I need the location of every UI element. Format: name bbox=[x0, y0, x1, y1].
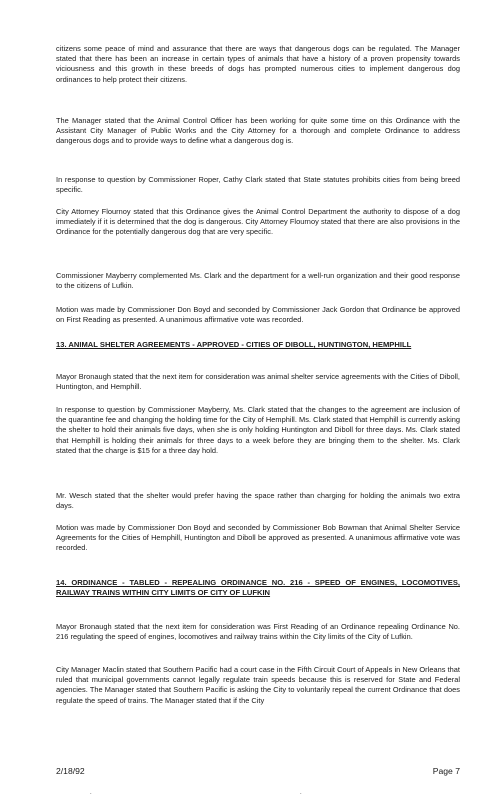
paragraph-holding-time: In response to question by Commissioner Mayberry, Ms. Clark stated that the changes to the agreement are inclusion of the quarantine fee and changing the holding time for the City of Hemphill. Ms. Clark stated that Hemphill is currently asking the shelter to hold their animals five days, when she is only holding Huntington and Diboll for three days. Ms. Clark stated that Hemphill is holding their animals for three days to a week before they are bringing them to the shelter. Ms. Clark stated that the charge is $15 for a three day hold. bbox=[56, 405, 460, 455]
scan-mark: . bbox=[90, 790, 92, 796]
footer-date: 2/18/92 bbox=[56, 766, 85, 776]
paragraph-motion-ordinance: Motion was made by Commissioner Don Boyd and seconded by Commissioner Jack Gordon that Ordinance be approved on First Reading as presented. A unanimous affirmative vote was recorded. bbox=[56, 305, 460, 325]
paragraph-shelter-agreements: Mayor Bronaugh stated that the next item for consideration was animal shelter service agreements with the Cities of Diboll, Huntington, and Hemphill. bbox=[56, 372, 460, 392]
heading-item-14: 14. ORDINANCE - TABLED - REPEALING ORDINANCE NO. 216 - SPEED OF ENGINES, LOCOMOTIVES, RAILWAY TRAINS WITHIN CITY LIMITS OF CITY OF LUFKIN bbox=[56, 578, 460, 598]
paragraph-wesch: Mr. Wesch stated that the shelter would prefer having the space rather than charging for holding the animals two extra days. bbox=[56, 491, 460, 511]
footer-page-number: Page 7 bbox=[432, 766, 460, 776]
paragraph-city-attorney: City Attorney Flournoy stated that this Ordinance gives the Animal Control Department the authority to dispose of a dog immediately if it is determined that the dog is dangerous. City Attorney Flournoy stated that there are also provisions in the Ordinance for the potentially dangerous dog that are very specific. bbox=[56, 207, 460, 237]
paragraph-animal-control-ordinance: The Manager stated that the Animal Control Officer has been working for quite some time on this Ordinance with the Assistant City Manager of Public Works and the City Attorney for a thorough and complete Ordinance to address dangerous dogs and to provide ways to define what a dangerous dog is. bbox=[56, 116, 460, 146]
paragraph-mayberry-compliment: Commissioner Mayberry complemented Ms. Clark and the department for a well-run organization and their good response to the citizens of Lufkin. bbox=[56, 271, 460, 291]
paragraph-dangerous-dogs-intro: citizens some peace of mind and assurance that there are ways that dangerous dogs can be regulated. The Manager stated that there has been an increase in certain types of animals that have a history of a proven propensity towards viciousness and this growth in these breeds of dogs has prompted numerous cities to implement dangerous dog ordinances to help protect their citizens. bbox=[56, 44, 460, 84]
paragraph-southern-pacific: City Manager Maclin stated that Southern Pacific had a court case in the Fifth Circuit Court of Appeals in New Orleans that ruled that municipal governments cannot legally regulate train speeds because this is reserved for State and Federal agencies. The Manager stated that Southern Pacific is asking the City to voluntarily repeal the current Ordinance that does regulate the speed of trains. The Manager stated that if the City bbox=[56, 665, 460, 705]
scan-mark: . bbox=[300, 790, 302, 796]
paragraph-roper-question: In response to question by Commissioner Roper, Cathy Clark stated that State statutes prohibits cities from being breed specific. bbox=[56, 175, 460, 195]
paragraph-motion-agreements: Motion was made by Commissioner Don Boyd and seconded by Commissioner Bob Bowman that Animal Shelter Service Agreements for the Cities of Hemphill, Huntington and Diboll be approved as presented. A unanimous affirmative vote was recorded. bbox=[56, 523, 460, 553]
paragraph-ordinance-216: Mayor Bronaugh stated that the next item for consideration was First Reading of an Ordinance repealing Ordinance No. 216 regulating the speed of engines, locomotives and railway trains within the City limits of the City of Lufkin. bbox=[56, 622, 460, 642]
heading-item-13: 13. ANIMAL SHELTER AGREEMENTS - APPROVED - CITIES OF DIBOLL, HUNTINGTON, HEMPHILL bbox=[56, 340, 412, 349]
